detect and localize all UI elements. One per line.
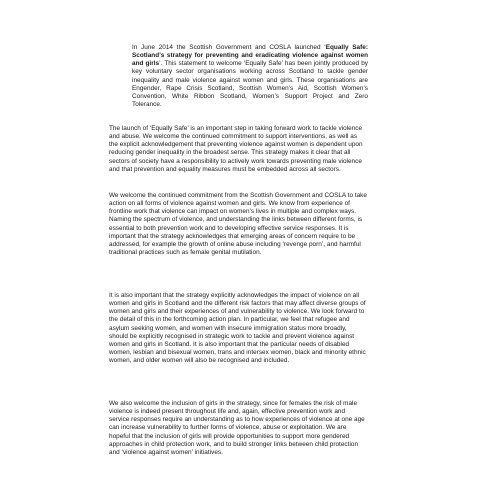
strategy-title: Equally Safe: Scotland’s strategy for preventing and eradicating violence against women and girls — [132, 44, 368, 68]
girls-paragraph: We also welcome the inclusion of girls in the strategy, since for females the risk of male violence is indeed present throughout life and, again, effective prevention work and service responses require an understanding as to how experiences of violence at one age can increase vulnerability to further forms of violence, abuse or exploitation. We are hopeful that the inclusion of girls will provide opportunities to support more gendered approaches in child protection work, and to build stronger links between child protection and ‘violence against women’ initiatives. — [109, 400, 365, 456]
intro-text-before: In June 2014 the Scottish Government and COSLA launched ‘ — [132, 44, 326, 51]
intro-text-after: ’. This statement to welcome ‘Equally Safe’ has been jointly produced by key voluntary sector organisations working across Scotland to tackle gender inequality and male violence against women and girls. These organisations are Engender, Rape Crisis Scotland, Scottish Women’s Aid, Scottish Women’s Convention, White Ribbon Scotland, Women’s Support Project and Zero Tolerance. — [132, 60, 368, 109]
launch-paragraph: The launch of ‘Equally Safe’ is an important step in taking forward work to tackle violence and abuse. We welcome the continued commitment to support interventions, as well as the explicit acknowledgement that preventing violence against women is dependent upon reducing gender inequality in the broadest sense. This strategy makes it clear that all sectors of society have a responsibility to actively work towards preventing male violence and that prevention and equality measures must be embedded across all sectors. — [109, 125, 363, 173]
all-women-paragraph: It is also important that the strategy explicitly acknowledges the impact of violence on all women and girls in Scotland and the different risk factors that may affect diverse groups of women and girls and their experiences of and vulnerability to violence. We look forward to the detail of this in the forthcoming action plan. In particular, we feel that refugee and asylum seeking women, and women with insecure immigration status more broadly, should be explicitly recognised in strategic work to tackle and prevent violence against women and girls in Scotland. It is also important that the particular needs of disabled women, lesbian and bisexual women, trans and intersex women, black and minority ethnic women, and older women will also be recognised and included. — [109, 292, 366, 365]
intro-paragraph — [132, 44, 368, 109]
commitment-paragraph: We welcome the continued commitment from the Scottish Government and COSLA to take action on all forms of violence against women and girls. We know from experience of frontline work that violence can impact on women’s lives in multiple and complex ways. Naming the spectrum of violence, and understanding the links between different forms, is essential to both prevention work and to developing effective service responses. It is important that the strategy acknowledges that emerging areas of concern require to be addressed, for example the growth of online abuse including ‘revenge porn’, and harmful traditional practices such as female genital mutilation. — [109, 192, 367, 257]
